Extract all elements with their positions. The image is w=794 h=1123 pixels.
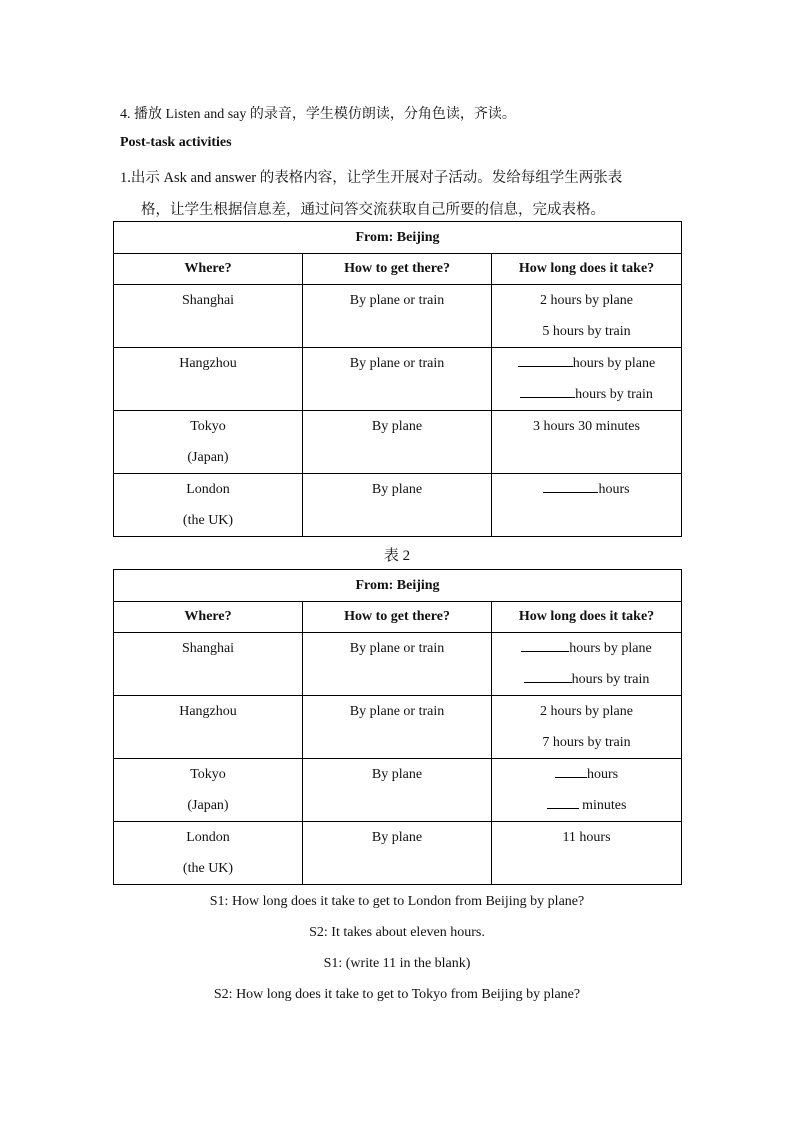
answer-blank[interactable] [543,477,598,493]
transport: By plane or train [349,641,445,656]
table-row [114,411,682,474]
country: (Japan) [187,450,229,465]
transport: By plane [371,767,423,782]
answer-blank[interactable] [524,667,572,683]
column-header-how-long: How long does it take? [492,254,682,285]
info-table-1 [113,221,682,537]
answer-blank[interactable] [547,793,579,809]
answer-blank[interactable] [521,636,569,652]
duration: hours by train [575,387,653,402]
answer-blank[interactable] [520,382,575,398]
duration: minutes [578,798,627,813]
transport: By plane [371,482,423,497]
transport: By plane [371,830,423,845]
table-title: From: Beijing [114,570,682,602]
country: (the UK) [182,861,234,876]
duration: 7 hours by train [542,735,631,750]
transport: By plane or train [349,704,445,719]
table-row [114,285,682,348]
table-row [114,822,682,885]
duration: 2 hours by plane [540,704,633,719]
destination: Hangzhou [179,704,237,719]
column-header-how-long: How long does it take? [492,602,682,633]
duration: hours [586,767,619,782]
column-header-where: Where? [114,254,303,285]
duration: 5 hours by train [542,324,631,339]
duration: 2 hours by plane [540,293,633,308]
post-task-heading: Post-task activities [120,135,232,150]
step-1-text-line1: 1.出示 Ask and answer 的表格内容，让学生开展对子活动。发给每组学生两张表 [120,170,623,186]
dialog-line: S2: How long does it take to get to Tokyo from Beijing by plane? [213,987,581,1002]
dialog-line: S1: (write 11 in the blank) [323,956,471,971]
table-row [114,759,682,822]
duration: 11 hours [562,830,611,845]
duration: hours by plane [572,356,656,371]
answer-blank[interactable] [555,762,587,778]
table-title: From: Beijing [114,222,682,254]
destination: Tokyo [190,419,226,434]
table-row [114,348,682,411]
country: (Japan) [187,798,229,813]
dialog-line: S2: It takes about eleven hours. [309,925,485,940]
column-header-where: Where? [114,602,303,633]
transport: By plane or train [349,293,445,308]
destination: Shanghai [181,641,235,656]
dialog-line: S1: How long does it take to get to London from Beijing by plane? [209,894,585,909]
step-4-text: 4. 播放 Listen and say 的录音，学生模仿朗读，分角色读，齐读。 [120,107,516,122]
table-row [114,633,682,696]
transport: By plane or train [349,356,445,371]
info-table-2 [113,569,682,885]
duration: hours by plane [569,641,652,656]
step-1-text-line2: 格，让学生根据信息差，通过问答交流获取自己所要的信息，完成表格。 [141,202,605,218]
duration: 3 hours 30 minutes [533,419,640,434]
answer-blank[interactable] [518,351,573,367]
destination: London [186,830,230,845]
destination: Tokyo [190,767,226,782]
column-header-how: How to get there? [303,602,492,633]
table-row [114,474,682,537]
column-header-how: How to get there? [303,254,492,285]
transport: By plane [371,419,423,434]
destination: London [186,482,230,497]
duration: hours [598,482,630,497]
duration: hours by train [571,672,650,687]
table-2-caption: 表 2 [383,548,411,564]
destination: Shanghai [181,293,235,308]
destination: Hangzhou [179,356,237,371]
table-row [114,696,682,759]
country: (the UK) [182,513,234,528]
